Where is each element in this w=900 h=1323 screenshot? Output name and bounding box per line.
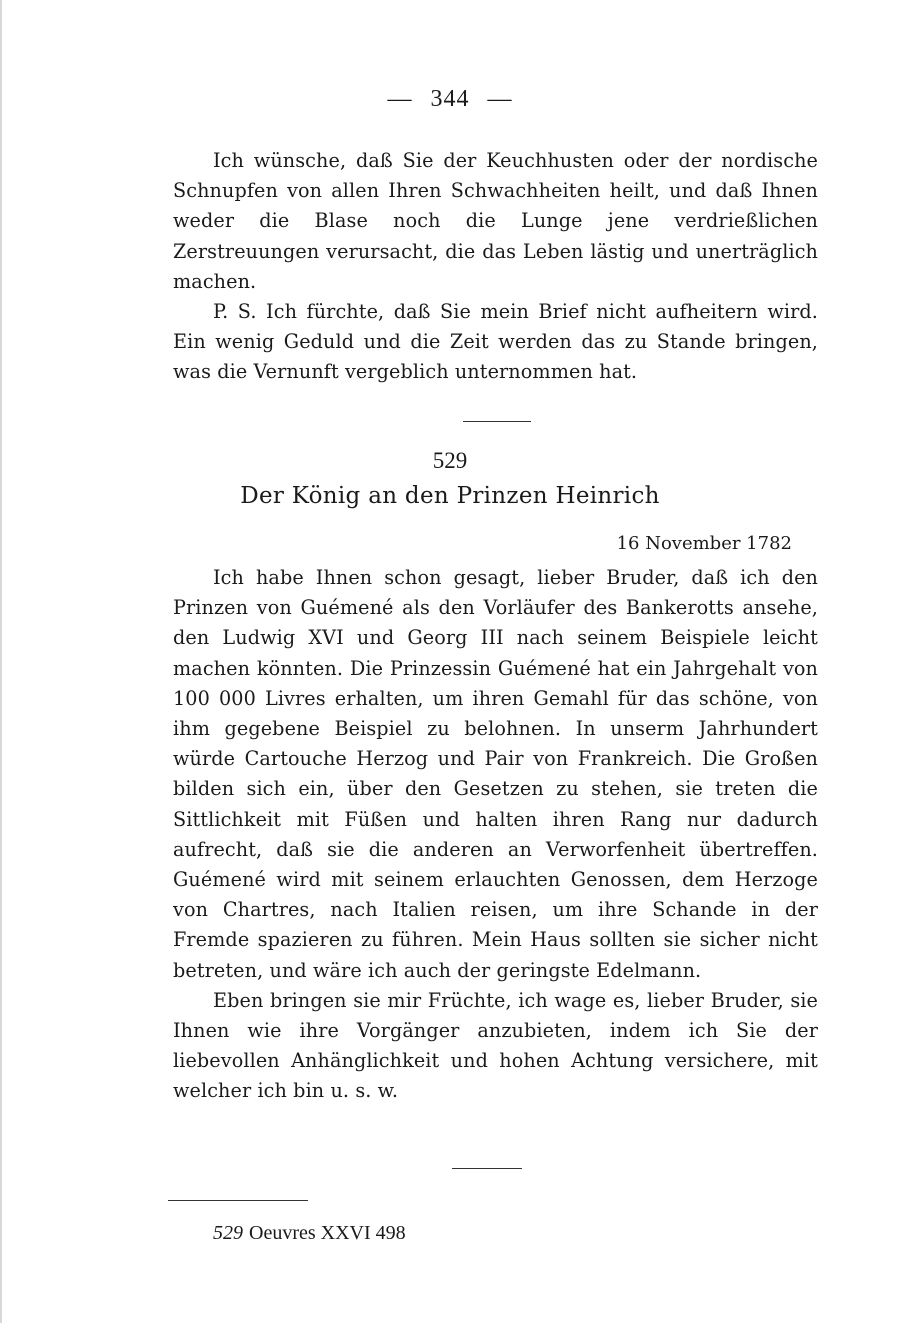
- letter-paragraph: Eben bringen sie mir Früchte, ich wage es, lieber Bruder, sie Ihnen wie ihre Vorgänger anzubieten, indem ich Sie der liebevollen Anhänglichkeit und hohen Achtung versichere, mit welcher ich bin u. s. w.: [173, 988, 818, 1103]
- previous-letter-paragraph: Ich wünsche, daß Sie der Keuchhusten oder der nordische Schnupfen von allen Ihren Schwachheiten heilt, und daß Ihnen weder die Blase noch die Lunge jene verdrießlichen Zerstreuungen verursacht, die das Leben lästig und unerträglich machen.: [173, 149, 818, 293]
- page-number: [0, 86, 900, 113]
- letter-number: 529: [432, 448, 468, 473]
- page-number-value: 344: [430, 86, 470, 112]
- footnote-ref: 529: [213, 1222, 243, 1244]
- page-number-dash-left: —: [387, 86, 413, 112]
- postscript-paragraph: P. S. Ich fürchte, daß Sie mein Brief nicht aufheitern wird. Ein wenig Geduld und die Zeit werden das zu Stande bringen, was die Vernunft vergeblich unternommen hat.: [173, 300, 818, 384]
- letter-heading: Der König an den Prinzen Heinrich: [240, 483, 660, 509]
- footnote: [213, 1222, 406, 1245]
- end-divider: [452, 1168, 522, 1169]
- page-number-dash-right: —: [487, 86, 513, 112]
- page-edge: [0, 0, 2, 1323]
- letter-body: [173, 563, 818, 1107]
- footnote-text: Oeuvres XXVI 498: [249, 1222, 406, 1244]
- letter-paragraph: Ich habe Ihnen schon gesagt, lieber Bruder, daß ich den Prinzen von Guémené als den Vorläufer des Bankerotts ansehe, den Ludwig XVI und Georg III nach seinem Beispiele leicht machen könnten. Die Prinzessin Guémené hat ein Jahrgehalt von 100 000 Livres erhalten, um ihren Gemahl für das schöne, von ihm gegebene Beispiel zu belohnen. In unserm Jahrhundert würde Cartouche Herzog und Pair von Frankreich. Die Großen bilden sich ein, über den Gesetzen zu stehen, sie treten die Sittlichkeit mit Füßen und halten ihren Rang nur dadurch aufrecht, daß sie die anderen an Verworfenheit übertreffen. Guémené wird mit seinem erlauchten Genossen, dem Herzoge von Chartres, nach Italien reisen, um ihre Schande in der Fremde spazieren zu führen. Mein Haus sollten sie sicher nicht betreten, und wäre ich auch der geringste Edelmann.: [173, 566, 818, 982]
- previous-letter-body: [173, 146, 818, 388]
- letter-date: 16 November 1782: [616, 533, 792, 554]
- footnote-rule: [168, 1200, 308, 1201]
- section-divider: [463, 421, 531, 422]
